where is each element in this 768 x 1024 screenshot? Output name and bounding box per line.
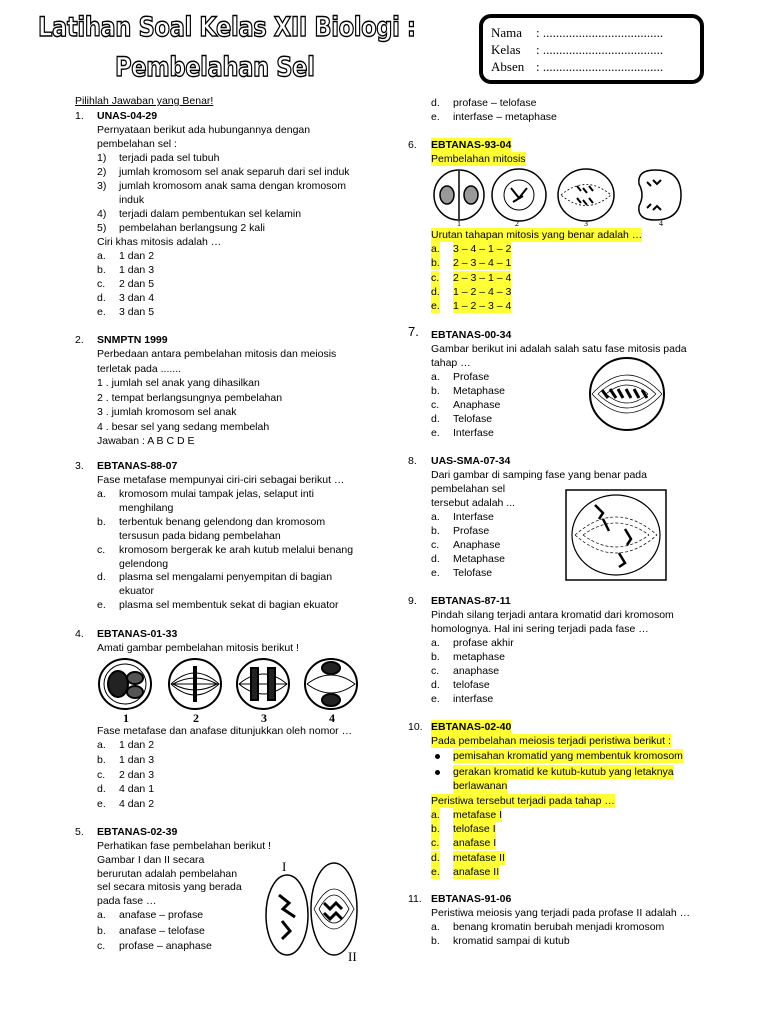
answer-option[interactable]: 2 dan 5	[119, 278, 155, 290]
q6-ask: Urutan tahapan mitosis yang benar adalah …	[431, 229, 643, 241]
option-key: e.	[431, 111, 440, 123]
statement-number: 5)	[97, 222, 107, 234]
cell-figure-2	[169, 659, 221, 709]
answer-option[interactable]: anafase – telofase	[119, 924, 205, 937]
question-text-line: Pindah silang terjadi antara kromatid dari kromosom	[431, 609, 674, 621]
answer-option[interactable]: Metaphase	[453, 385, 505, 397]
option-key: a.	[431, 921, 440, 933]
q4-number: 4.	[75, 628, 84, 640]
option-key: d.	[431, 413, 440, 425]
answer-option[interactable]: anaphase	[453, 665, 500, 677]
fig-label-4: 4	[659, 219, 663, 226]
q7-code: EBTANAS-00-34	[431, 329, 512, 341]
q8-number: 8.	[408, 455, 417, 467]
statement-text: pembelahan berlangsung 2 kali	[119, 222, 265, 234]
q9-number: 9.	[408, 595, 417, 607]
q10-ask: Peristiwa tersebut terjadi pada tahap …	[431, 795, 615, 807]
question-stem-line: pembelahan sel :	[97, 138, 177, 150]
answer-option[interactable]: Interfase	[453, 427, 494, 439]
fig-label-3: 3	[261, 711, 267, 725]
q4-ask: Fase metafase dan anafase ditunjukkan oleh nomor …	[97, 725, 353, 737]
question-text-line: terletak pada .......	[97, 362, 182, 375]
fig-label-1: 1	[457, 219, 461, 226]
cell-figure-1	[99, 659, 151, 709]
cell-figure-3	[237, 659, 289, 709]
bullet-text: berlawanan	[453, 780, 508, 792]
question-text-line: Gambar I dan II secara	[97, 853, 205, 866]
answer-option[interactable]: menghilang	[119, 501, 174, 514]
option-key: b.	[431, 257, 440, 270]
fig-label-I: I	[282, 859, 287, 874]
answer-option[interactable]: benang kromatin berubah menjadi kromosom	[453, 921, 665, 933]
option-key: d.	[431, 97, 440, 109]
statement-text: jumlah kromosom sel anak separuh dari sel induk	[119, 166, 350, 178]
page-title-line1: Latihan Soal Kelas XII Biologi :	[38, 12, 416, 43]
answer-option[interactable]: profase – anaphase	[119, 940, 212, 952]
option-key: a.	[431, 243, 440, 255]
option-key: a.	[97, 739, 106, 751]
answer-option[interactable]: 4 dan 2	[119, 798, 155, 811]
q2-number: 2.	[75, 334, 84, 346]
identity-row-absen	[491, 58, 524, 75]
option-key: c.	[431, 539, 440, 551]
answer-option[interactable]: 1 – 2 – 3 – 4	[453, 300, 512, 313]
identity-box	[479, 14, 704, 84]
answer-option[interactable]: 2 dan 3	[119, 768, 155, 781]
question-text-line: Dari gambar di samping fase yang benar pada	[431, 469, 647, 481]
answer-option[interactable]: 2 – 3 – 1 – 4	[453, 271, 512, 284]
option-key: b.	[431, 823, 440, 836]
question-text-line: tahap …	[431, 357, 471, 369]
statement-number: 4)	[97, 208, 107, 220]
question-text-line: berurutan adalah pembelahan	[97, 867, 238, 880]
question-text-line: pada fase …	[97, 895, 157, 908]
option-key: e.	[431, 567, 440, 579]
q4-code: EBTANAS-01-33	[97, 628, 178, 640]
cell-figure-I	[266, 875, 308, 955]
q5-code: EBTANAS-02-39	[97, 826, 178, 838]
option-key: a.	[431, 637, 440, 649]
answer-option[interactable]: terbentuk benang gelendong dan kromosom	[119, 515, 326, 528]
question-text-line: 3 . jumlah kromosom sel anak	[97, 406, 237, 418]
answer-option[interactable]: Telofase	[453, 567, 493, 579]
option-key: b.	[97, 264, 106, 276]
answer-option[interactable]: kromatid sampai di kutub	[453, 935, 570, 947]
answer-option[interactable]: kromosom mulai tampak jelas, selaput inti	[119, 488, 314, 500]
answer-option[interactable]: anafase II	[453, 865, 500, 878]
answer-option[interactable]: Metaphase	[453, 553, 505, 565]
question-text-line: homolognya. Hal ini sering terjadi pada fase …	[431, 623, 649, 635]
bullet-icon	[435, 754, 440, 759]
q6-stem: Pembelahan mitosis	[431, 153, 526, 165]
option-key: c.	[431, 665, 440, 677]
answer-option[interactable]: metafase I	[453, 809, 503, 821]
q8-code: UAS-SMA-07-34	[431, 455, 511, 467]
bullet-text: gerakan kromatid ke kutub-kutub yang letaknya	[453, 766, 674, 778]
option-key: e.	[97, 599, 106, 612]
option-key: d.	[97, 571, 106, 584]
cell-figure-1	[434, 170, 484, 220]
option-key: c.	[431, 271, 440, 284]
answer-option[interactable]: 1 dan 3	[119, 264, 155, 276]
option-key: b.	[431, 525, 440, 537]
q2-code: SNMPTN 1999	[97, 334, 168, 346]
q7-number: 7.	[408, 324, 419, 339]
q1-number: 1.	[75, 110, 84, 122]
option-key: a.	[431, 371, 440, 383]
statement-number: 3)	[97, 180, 107, 192]
option-key: a.	[431, 511, 440, 523]
identity-row-class	[491, 41, 521, 58]
q4-mitosis-figure	[97, 654, 359, 726]
option-key: b.	[431, 935, 440, 947]
q11-stem: Peristiwa meiosis yang terjadi pada profase II adalah …	[431, 907, 691, 919]
q10-number: 10.	[408, 721, 423, 733]
cell-figure-2	[492, 169, 546, 221]
option-key: a.	[97, 250, 106, 262]
option-key: e.	[97, 798, 106, 811]
fig-label-2: 2	[515, 219, 519, 226]
statement-text: terjadi dalam pembentukan sel kelamin	[119, 208, 302, 220]
answer-option[interactable]: 2 – 3 – 4 – 1	[453, 257, 512, 270]
answer-option[interactable]: 1 dan 3	[119, 753, 155, 766]
identity-row-name	[491, 24, 522, 41]
answer-option[interactable]: Profase	[453, 525, 490, 537]
fig-label-1: 1	[123, 711, 129, 725]
cell-figure-II	[311, 863, 357, 955]
option-key: d.	[431, 553, 440, 565]
identity-label: Absen	[491, 59, 525, 74]
answer-option[interactable]: Anaphase	[453, 399, 501, 411]
option-key: a.	[97, 909, 106, 921]
absen-field[interactable]: : .....................................	[536, 59, 664, 74]
answer-option[interactable]: metafase II	[453, 851, 505, 864]
answer-option[interactable]: ekuator	[119, 585, 155, 598]
q8-figure	[565, 489, 667, 581]
answer-option[interactable]: interfase	[453, 693, 494, 705]
question-stem-line: Pernyataan berikut ada hubungannya dengan	[97, 124, 311, 136]
identity-label: Kelas	[491, 42, 521, 57]
question-text-line: Perhatikan fase pembelahan berikut !	[97, 840, 271, 852]
statement-number: 2)	[97, 166, 107, 178]
fig-label-4: 4	[329, 711, 335, 725]
option-key: e.	[431, 427, 440, 439]
answer-option[interactable]: 1 dan 2	[119, 250, 155, 262]
q6-mitosis-figure	[431, 166, 685, 226]
instruction: Pilihlah Jawaban yang Benar!	[75, 95, 214, 107]
question-text-line: Jawaban : A B C D E	[97, 435, 195, 447]
option-key: b.	[97, 753, 106, 766]
statement-text: induk	[119, 194, 145, 206]
answer-option[interactable]: tersusun pada bidang pembelahan	[119, 529, 281, 542]
answer-option[interactable]: Interfase	[453, 511, 494, 523]
q5-figure	[262, 855, 362, 965]
answer-option[interactable]: Profase	[453, 371, 490, 383]
page-title-line2: Pembelahan Sel	[115, 52, 315, 83]
option-key: c.	[97, 768, 106, 781]
option-key: d.	[97, 292, 106, 304]
option-key: e.	[431, 693, 440, 705]
option-key: b.	[97, 515, 106, 528]
answer-option[interactable]: profase akhir	[453, 637, 514, 649]
option-key: a.	[97, 488, 106, 500]
option-key: e.	[97, 306, 106, 318]
answer-option[interactable]: gelendong	[119, 557, 169, 570]
option-key: d.	[431, 285, 440, 298]
question-text-line: 2 . tempat berlangsungnya pembelahan	[97, 391, 283, 404]
answer-option[interactable]: anafase – profase	[119, 909, 204, 921]
fig-label-2: 2	[193, 711, 199, 725]
q10-stem: Pada pembelahan meiosis terjadi peristiwa berikut :	[431, 735, 671, 747]
q11-code: EBTANAS-91-06	[431, 893, 512, 905]
q10-code: EBTANAS-02-40	[431, 721, 512, 733]
fig-label-II: II	[348, 949, 357, 964]
identity-label: Nama	[491, 25, 523, 40]
q11-number: 11.	[408, 893, 422, 905]
question-text-line: tersebut adalah ...	[431, 497, 516, 509]
answer-option[interactable]: Anaphase	[453, 539, 501, 551]
question-text-line: 1 . jumlah sel anak yang dihasilkan	[97, 377, 260, 389]
option-key: b.	[431, 651, 440, 663]
answer-option[interactable]: plasma sel membentuk sekat di bagian ekuator	[119, 599, 339, 612]
answer-option[interactable]: 3 dan 5	[119, 306, 155, 318]
question-ask: Ciri khas mitosis adalah …	[97, 236, 222, 248]
option-key: c.	[97, 543, 106, 556]
option-key: d.	[431, 851, 440, 864]
option-key: d.	[431, 679, 440, 691]
option-key: c.	[97, 278, 106, 290]
name-field[interactable]: : .....................................	[536, 25, 664, 40]
answer-option[interactable]: interfase – metaphase	[453, 111, 557, 123]
option-key: c.	[97, 940, 106, 952]
option-key: d.	[97, 783, 106, 796]
answer-option[interactable]: kromosom bergerak ke arah kutub melalui benang	[119, 543, 354, 556]
cell-figure-3	[558, 169, 614, 221]
answer-option[interactable]: telofase	[453, 679, 490, 691]
bullet-text: pemisahan kromatid yang membentuk kromosom	[453, 750, 683, 762]
class-field[interactable]: : .....................................	[536, 42, 664, 57]
option-key: c.	[431, 837, 440, 850]
q6-number: 6.	[408, 139, 417, 151]
q1-code: UNAS-04-29	[97, 110, 158, 122]
q3-number: 3.	[75, 460, 84, 472]
answer-option[interactable]: profase – telofase	[453, 97, 537, 109]
fig-label-3: 3	[584, 219, 588, 226]
answer-option[interactable]: metaphase	[453, 651, 505, 663]
answer-option[interactable]: 4 dan 1	[119, 783, 155, 796]
q6-code: EBTANAS-93-04	[431, 139, 512, 151]
option-key: e.	[431, 865, 440, 878]
cell-figure-4	[639, 170, 681, 220]
answer-option[interactable]: anafase I	[453, 837, 497, 850]
answer-option[interactable]: 1 dan 2	[119, 739, 155, 751]
bullet-icon	[435, 770, 440, 775]
question-text-line: Perbedaan antara pembelahan mitosis dan meiosis	[97, 348, 337, 360]
answer-option[interactable]: 3 dan 4	[119, 292, 155, 304]
question-text-line: sel secara mitosis yang berada	[97, 881, 242, 894]
answer-option[interactable]: 1 – 2 – 4 – 3	[453, 285, 512, 298]
option-key: a.	[431, 809, 440, 821]
question-text-line: Gambar berikut ini adalah salah satu fase mitosis pada	[431, 343, 687, 355]
question-text-line: pembelahan sel	[431, 483, 506, 495]
option-key: b.	[97, 924, 106, 937]
q9-code: EBTANAS-87-11	[431, 595, 511, 607]
answer-option[interactable]: Telofase	[453, 413, 493, 425]
q3-code: EBTANAS-88-07	[97, 460, 178, 472]
statement-text: terjadi pada sel tubuh	[119, 152, 220, 164]
option-key: c.	[431, 399, 440, 411]
option-key: e.	[431, 300, 440, 313]
cell-figure-4	[305, 659, 357, 709]
answer-option[interactable]: 3 – 4 – 1 – 2	[453, 243, 512, 255]
option-key: b.	[431, 385, 440, 397]
q5-number: 5.	[75, 826, 84, 838]
q7-figure	[588, 356, 666, 432]
q3-stem: Fase metafase mempunyai ciri-ciri sebagai berikut …	[97, 474, 345, 486]
answer-option[interactable]: telofase I	[453, 823, 496, 836]
question-text-line: 4 . besar sel yang sedang membelah	[97, 420, 270, 433]
q4-stem: Amati gambar pembelahan mitosis berikut !	[97, 642, 299, 654]
statement-text: jumlah kromosom anak sama dengan kromosom	[119, 180, 347, 192]
answer-option[interactable]: plasma sel mengalami penyempitan di bagian	[119, 571, 333, 584]
statement-number: 1)	[97, 152, 107, 164]
